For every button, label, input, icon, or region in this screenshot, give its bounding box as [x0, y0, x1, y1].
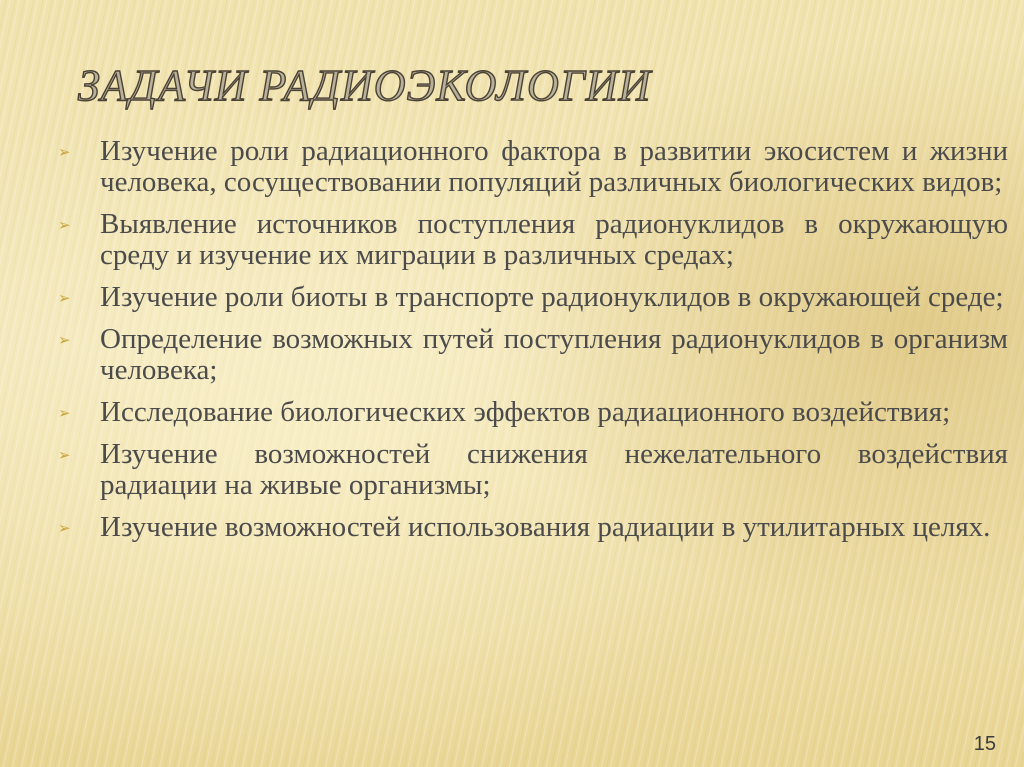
list-item-text: Изучение роли радиационного фактора в развитии экосистем и жизни человека, сосуществовании популяций различных биологических видов; — [100, 135, 1008, 198]
arrow-bullet-icon: ➢ — [58, 519, 71, 537]
list-item — [58, 439, 1008, 501]
list-item-text: Определение возможных путей поступления радионуклидов в организм человека; — [100, 323, 1008, 386]
arrow-bullet-icon: ➢ — [58, 289, 71, 307]
arrow-bullet-icon: ➢ — [58, 446, 71, 464]
list-item — [58, 136, 1008, 198]
arrow-bullet-icon: ➢ — [58, 216, 71, 234]
list-item-text: Изучение роли биоты в транспорте радионуклидов в окружающей среде; — [100, 281, 1004, 313]
list-item-text: Выявление источников поступления радионуклидов в окружающую среду и изучение их миграции в различных средах; — [100, 208, 1008, 271]
list-item — [58, 282, 1008, 313]
arrow-bullet-icon: ➢ — [58, 143, 71, 161]
page-number: 15 — [973, 733, 996, 755]
slide-title: ЗАДАЧИ РАДИОЭКОЛОГИИ — [78, 61, 652, 110]
list-item — [58, 324, 1008, 386]
arrow-bullet-icon: ➢ — [58, 331, 71, 349]
list-item — [58, 512, 1008, 543]
list-item — [58, 397, 1008, 428]
list-item-text: Исследование биологических эффектов радиационного воздействия; — [100, 396, 951, 428]
list-item-text: Изучение возможностей использования радиации в утилитарных целях. — [100, 511, 991, 543]
list-item — [58, 209, 1008, 271]
list-item-text: Изучение возможностей снижения нежелательного воздействия радиации на живые организмы; — [100, 438, 1008, 501]
arrow-bullet-icon: ➢ — [58, 404, 71, 422]
task-list — [58, 136, 1008, 554]
